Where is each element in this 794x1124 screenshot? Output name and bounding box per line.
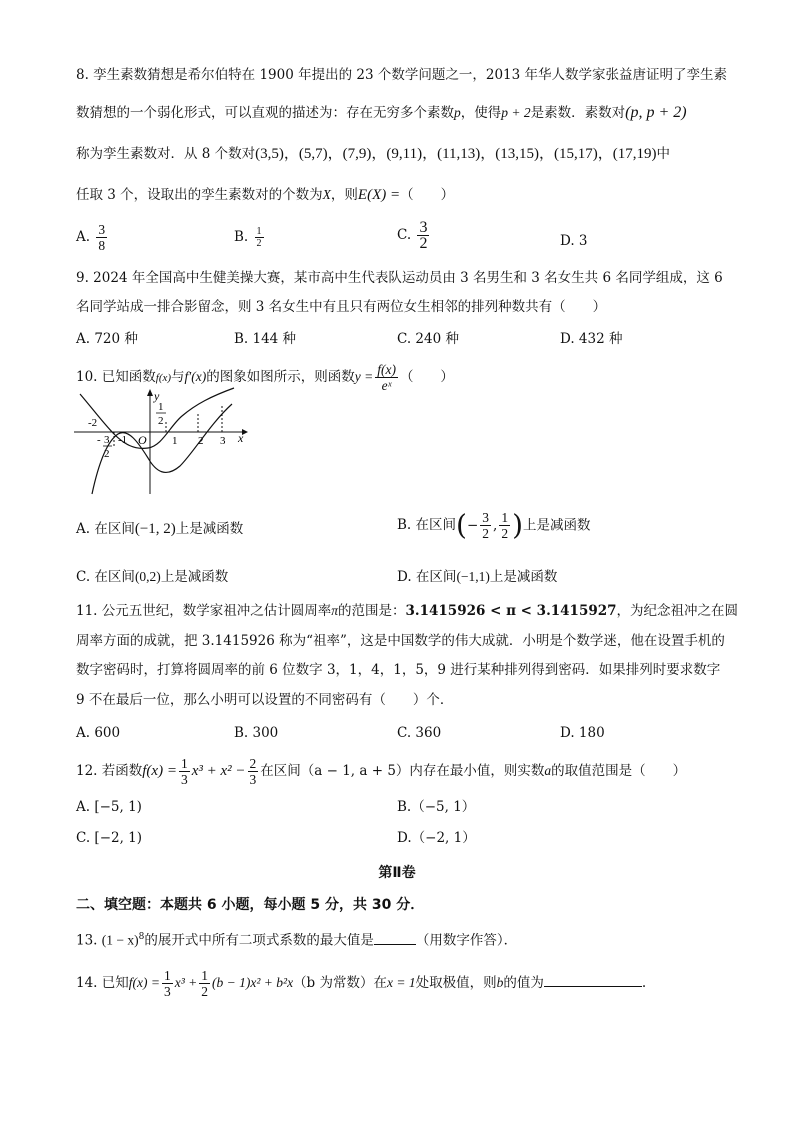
denominator: 3 xyxy=(249,772,257,787)
q9-option-b[interactable]: B. 144 种 xyxy=(234,331,297,347)
q8-text: 任取 3 个，设取出的孪生素数对的个数为 xyxy=(76,187,323,203)
q8-text: 数猜想的一个弱化形式，可以直观的描述为：存在无穷多个素数 xyxy=(76,105,454,121)
option-text: D. 在区间 xyxy=(397,569,457,585)
option-label: C. xyxy=(397,227,412,243)
q12-text: 12. 若函数 xyxy=(76,763,143,779)
q13-text: 的展开式中所有二项式系数的最大值是 xyxy=(144,932,374,949)
q14-fx: f(x) = xyxy=(128,975,160,990)
fraction xyxy=(255,226,264,249)
option-text: C. 在区间 xyxy=(76,569,135,585)
q12-stem xyxy=(76,756,686,787)
numerator: 1 xyxy=(256,226,262,237)
q8-line-1: 8. 孪生素数猜想是希尔伯特在 1900 年提出的 23 个数学问题之一，2013 年华人数学家张益唐证明了孪生素 xyxy=(76,67,728,83)
q9-option-a[interactable]: A. 720 种 xyxy=(76,331,138,347)
q11-text: ，为纪念祖冲之在圆 xyxy=(616,603,739,619)
tick-label-neg1: -1 xyxy=(118,434,128,446)
q10-option-b[interactable] xyxy=(397,510,591,541)
fraction xyxy=(179,756,190,787)
q11-pi: π xyxy=(331,603,339,618)
axis-label-x: x xyxy=(238,431,244,445)
q10-text: 10. 已知函数 xyxy=(76,369,156,385)
q8-line-4 xyxy=(76,186,454,204)
q10-paren: （ ） xyxy=(399,369,454,385)
minus-sign: − xyxy=(466,517,479,534)
numerator: 1 xyxy=(180,756,188,771)
q8-option-a[interactable] xyxy=(76,222,109,253)
q10-fprime: f′(x) xyxy=(184,369,207,384)
axis-label-y: y xyxy=(154,389,160,403)
q14-term: x³ + xyxy=(174,975,198,990)
q14-term: (b − 1)x² + b²x xyxy=(212,975,294,990)
q13-exponent: 8 xyxy=(138,932,145,942)
fraction xyxy=(96,222,107,253)
fraction xyxy=(199,968,210,999)
q10-y: y = xyxy=(354,369,374,384)
q10-fraction xyxy=(375,362,398,393)
denominator: 3 xyxy=(163,984,171,999)
q10-text: 的图象如图所示，则函数 xyxy=(206,369,355,385)
q12-poly: x³ + x² − xyxy=(191,763,246,779)
q8-paren: （ ） xyxy=(400,187,455,203)
q8-expr: p + 2 xyxy=(501,105,531,120)
q8-text: 称为孪生素数对．从 8 个数对 xyxy=(76,146,256,162)
numerator: 1 xyxy=(501,510,509,525)
fraction xyxy=(480,510,491,541)
q11-inequality: 3.1415926 < π < 3.1415927 xyxy=(405,603,617,619)
q9-line-1: 9. 2024 年全国高中生健美操大赛，某市高中生代表队运动员由 3 名男生和 3 名女生共 6 名同学组成，这 6 xyxy=(76,270,723,286)
q11-option-a[interactable]: A. 600 xyxy=(76,725,121,741)
option-label: B. xyxy=(234,229,249,245)
q12-fx: f(x) = xyxy=(142,763,177,779)
numerator: f(x) xyxy=(377,362,396,377)
denominator: 2 xyxy=(256,238,262,249)
numerator: 3 xyxy=(482,510,490,525)
q11-line-4: 9 不在最后一位，那么小明可以设置的不同密码有（ ）个． xyxy=(76,692,454,708)
q11-option-d[interactable]: D. 180 xyxy=(560,725,605,741)
q8-text: 是素数．素数对 xyxy=(530,105,626,121)
tick-label-neg2: -2 xyxy=(88,417,98,429)
tick-label-neg3-num: 3 xyxy=(104,434,110,446)
q14-text: 14. 已知 xyxy=(76,975,129,991)
interval: (−1, 2) xyxy=(134,521,176,537)
q11-line-1 xyxy=(76,602,738,620)
q12-option-a[interactable]: A. [−5, 1) xyxy=(76,799,142,815)
numerator: 3 xyxy=(419,219,428,236)
denominator: 8 xyxy=(98,238,106,253)
q13-expr: (1 − x) xyxy=(101,932,139,948)
q10-fx: f(x) xyxy=(155,372,172,384)
q10-function-graph xyxy=(70,386,250,496)
tick-label-half-den: 2 xyxy=(158,415,164,427)
right-paren: ) xyxy=(512,508,523,542)
q8-text: ，则 xyxy=(330,187,358,203)
option-label: A. xyxy=(76,229,91,245)
q12-text: 在区间（a − 1, a + 5）内存在最小值，则实数 xyxy=(260,763,545,779)
q12-option-d[interactable]: D.（−2, 1） xyxy=(397,830,476,846)
q14-text: 的值为 xyxy=(503,975,544,991)
option-text: 上是减函数 xyxy=(523,517,591,534)
origin-label: O xyxy=(138,433,147,447)
comma: , xyxy=(493,517,498,534)
q12-option-c[interactable]: C. [−2, 1) xyxy=(76,830,143,846)
q8-option-d[interactable]: D. 3 xyxy=(560,233,588,249)
q8-text: ，使得 xyxy=(460,105,502,121)
q9-option-d[interactable]: D. 432 种 xyxy=(560,331,623,347)
q10-option-d[interactable] xyxy=(397,568,557,586)
q8-pair-expr: (p, p + 2) xyxy=(625,104,687,121)
option-text: 上是减函数 xyxy=(489,569,558,585)
q8-var-p: p xyxy=(454,105,461,120)
q13-stem xyxy=(76,928,517,950)
left-paren: ( xyxy=(456,508,467,542)
tick-label-1: 1 xyxy=(172,435,178,447)
denominator: 2 xyxy=(419,235,428,252)
q13-text: 13. xyxy=(76,932,98,949)
q8-option-b[interactable] xyxy=(234,226,266,249)
q8-expectation: E(X) = xyxy=(357,187,401,203)
fraction xyxy=(248,756,259,787)
q14-var-b: b xyxy=(496,975,504,990)
q14-stem xyxy=(76,968,646,999)
option-text: B. 在区间 xyxy=(397,517,457,533)
numerator: 1 xyxy=(163,968,171,983)
fraction xyxy=(162,968,173,999)
q14-text: 处取极值，则 xyxy=(415,975,497,991)
q8-var-x: X xyxy=(322,187,331,202)
q8-text: 中 xyxy=(656,146,670,162)
option-text: 上是减函数 xyxy=(160,569,229,585)
section-title: 二、填空题：本题共 6 小题，每小题 5 分，共 30 分． xyxy=(76,897,425,913)
part-two-title: 第Ⅱ卷 xyxy=(378,865,416,881)
q14-condition: x = 1 xyxy=(387,975,416,990)
tick-label-2: 2 xyxy=(198,435,204,447)
tick-label-neg3-minus: - xyxy=(97,434,101,446)
fraction xyxy=(417,220,429,251)
y-axis-arrow xyxy=(147,389,153,396)
interval: (−1,1) xyxy=(456,569,490,584)
q8-line-2 xyxy=(76,104,687,122)
numerator: 3 xyxy=(98,222,106,237)
option-text: 上是减函数 xyxy=(175,521,244,537)
q14-text: （b 为常数）在 xyxy=(293,975,387,991)
tick-label-neg3-den: 2 xyxy=(104,448,110,460)
q14-period: . xyxy=(641,975,647,991)
q10-text: 与 xyxy=(171,369,185,385)
denominator: eˣ xyxy=(381,378,392,393)
q13-answer-blank[interactable] xyxy=(374,944,416,945)
denominator: 2 xyxy=(201,984,209,999)
q13-text: （用数字作答）． xyxy=(415,932,518,949)
numerator: 2 xyxy=(249,756,257,771)
tick-label-3: 3 xyxy=(220,435,226,447)
q10-option-c[interactable] xyxy=(76,568,228,586)
q10-option-a[interactable] xyxy=(76,520,243,538)
q9-option-c[interactable]: C. 240 种 xyxy=(397,331,459,347)
denominator: 2 xyxy=(482,526,490,541)
q11-text: 11. 公元五世纪，数学家祖冲之估计圆周率 xyxy=(76,603,332,619)
interval: (0,2) xyxy=(134,569,161,584)
q9-line-2: 名同学站成一排合影留念，则 3 名女生中有且只有两位女生相邻的排列种数共有（ ） xyxy=(76,299,607,315)
denominator: 3 xyxy=(180,772,188,787)
q11-line-2: 周率方面的成就，把 3.1415926 称为“祖率”，这是中国数学的伟大成就．小明是个数学迷，他在设置手机的 xyxy=(76,633,725,649)
q11-text: 的范围是： xyxy=(338,603,406,619)
q14-answer-blank[interactable] xyxy=(544,986,642,987)
q8-line-3 xyxy=(76,145,670,163)
option-text: A. 在区间 xyxy=(76,521,135,537)
fraction xyxy=(499,510,510,541)
denominator: 2 xyxy=(501,526,509,541)
tick-label-half-num: 1 xyxy=(158,401,164,413)
q8-pairs: (3,5)，(5,7)，(7,9)，(9,11)，(11,13)，(13,15)，(15,17)，(17,19) xyxy=(255,146,657,162)
q11-option-c[interactable]: C. 360 xyxy=(397,725,442,741)
q12-option-b[interactable]: B.（−5, 1） xyxy=(397,799,476,815)
numerator: 1 xyxy=(201,968,209,983)
q12-var-a: a xyxy=(544,763,552,778)
q11-option-b[interactable]: B. 300 xyxy=(234,725,279,741)
q12-text: 的取值范围是（ ） xyxy=(551,763,687,779)
q8-option-c[interactable] xyxy=(397,220,431,251)
q11-line-3: 数字密码时，打算将圆周率的前 6 位数字 3，1，4，1，5，9 进行某种排列得到密码．如果排列时要求数字 xyxy=(76,662,721,678)
